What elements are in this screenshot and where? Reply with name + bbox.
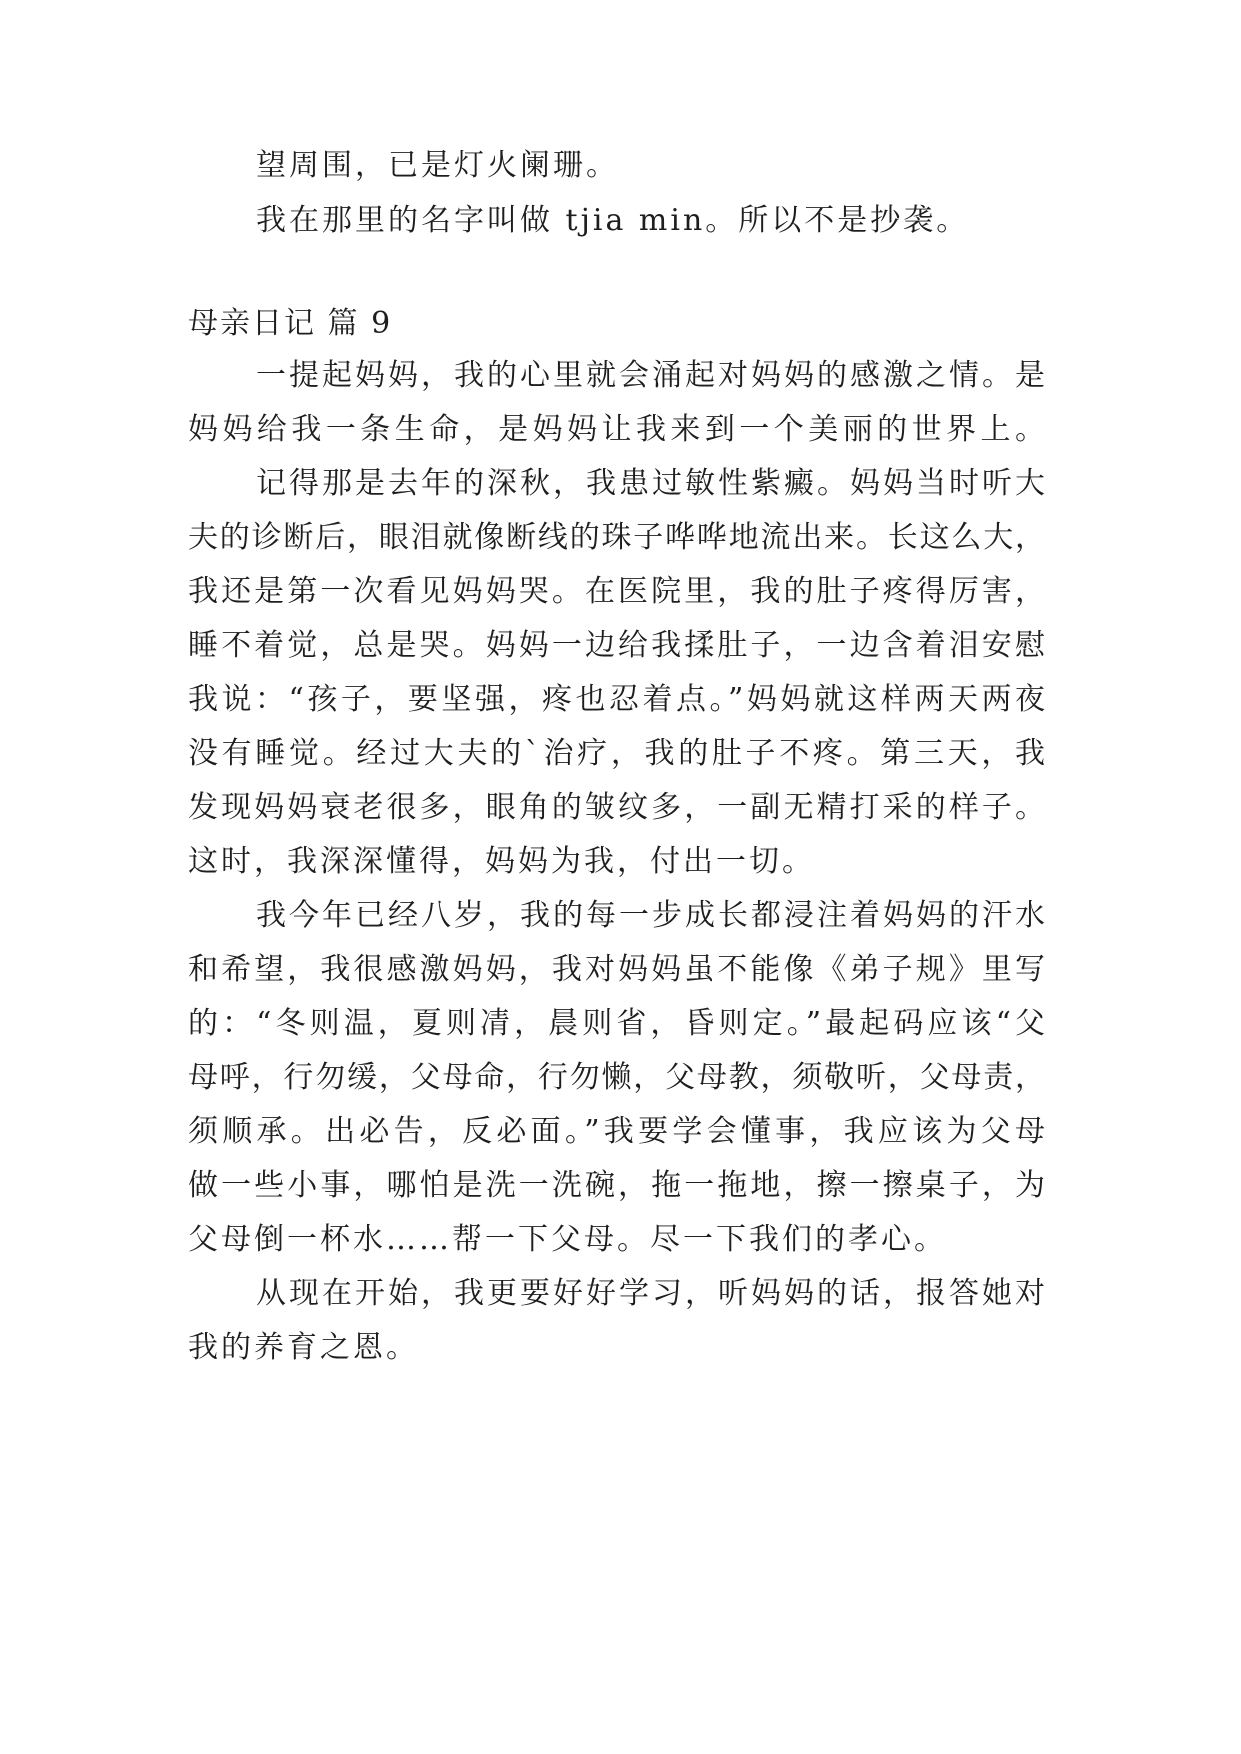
paragraph-line: 望周围，已是灯火阑珊。 [256, 148, 619, 183]
paragraph-line: 这时，我深深懂得，妈妈为我，付出一切。 [188, 844, 815, 879]
paragraph-line: 的：“冬则温，夏则凊，晨则省，昏则定。”最起码应该“父 [188, 1006, 1045, 1041]
paragraph-line: 和希望，我很感激妈妈，我对妈妈虽不能像《弟子规》里写 [188, 952, 1045, 987]
paragraph-line: 没有睡觉。经过大夫的`治疗，我的肚子不疼。第三天，我 [188, 736, 1045, 771]
paragraph-line: 夫的诊断后，眼泪就像断线的珠子哗哗地流出来。长这么大， [188, 520, 1045, 555]
paragraph-line: 睡不着觉，总是哭。妈妈一边给我揉肚子，一边含着泪安慰 [188, 628, 1045, 663]
paragraph-line: 我今年已经八岁，我的每一步成长都浸注着妈妈的汗水 [256, 898, 1045, 933]
paragraph-line: 从现在开始，我更要好好学习，听妈妈的话，报答她对 [256, 1276, 1045, 1311]
paragraph-line: 我在那里的名字叫做 tjia min。所以不是抄袭。 [256, 203, 970, 238]
paragraph-line: 发现妈妈衰老很多，眼角的皱纹多，一副无精打采的样子。 [188, 790, 1045, 825]
paragraph-line: 妈妈给我一条生命，是妈妈让我来到一个美丽的世界上。 [188, 412, 1045, 447]
paragraph-line: 母呼，行勿缓，父母命，行勿懒，父母教，须敬听，父母责， [188, 1060, 1045, 1095]
paragraph-line: 记得那是去年的深秋，我患过敏性紫癜。妈妈当时听大 [256, 466, 1045, 501]
paragraph-line: 须顺承。出必告，反必面。”我要学会懂事，我应该为父母 [188, 1114, 1045, 1149]
paragraph-line: 我说：“孩子，要坚强，疼也忍着点。”妈妈就这样两天两夜 [188, 682, 1045, 717]
paragraph-line: 一提起妈妈，我的心里就会涌起对妈妈的感激之情。是 [256, 358, 1045, 393]
section-title: 母亲日记 篇 9 [188, 306, 393, 341]
paragraph-line: 父母倒一杯水……帮一下父母。尽一下我们的孝心。 [188, 1222, 947, 1257]
paragraph-line: 我还是第一次看见妈妈哭。在医院里，我的肚子疼得厉害， [188, 574, 1045, 609]
paragraph-line: 我的养育之恩。 [188, 1330, 419, 1365]
paragraph-line: 做一些小事，哪怕是洗一洗碗，拖一拖地，擦一擦桌子，为 [188, 1168, 1045, 1203]
